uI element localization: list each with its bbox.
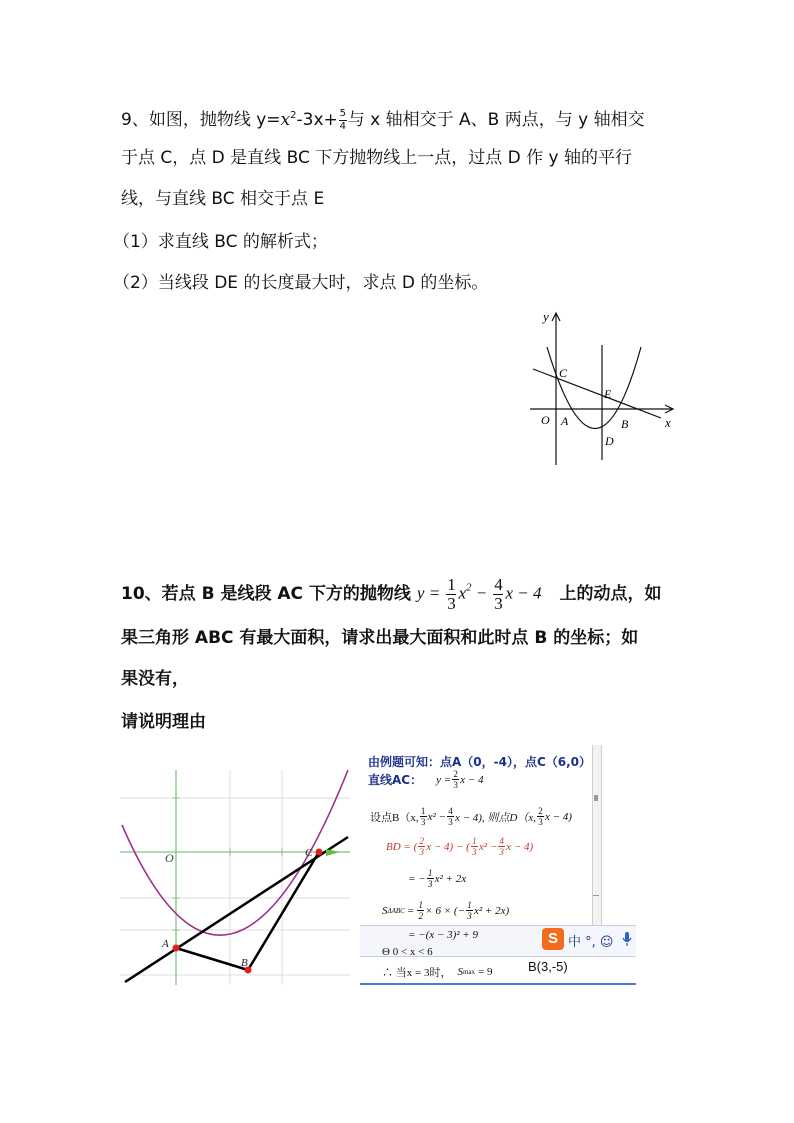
q9-frac-den: 4 xyxy=(339,120,346,132)
q10-frac-2 xyxy=(493,576,503,613)
sol-l5-a: = − xyxy=(408,872,426,885)
sol-l6-fd: 2 xyxy=(418,911,424,921)
q10-equation xyxy=(417,576,542,613)
q9-part1: （1）求直线 BC 的解析式； xyxy=(113,232,328,252)
q10-f1-den: 3 xyxy=(447,593,456,613)
sol-l9-a: ∴ 当x = 3时， xyxy=(382,967,452,979)
q10-line1-b: 上的动点，如 xyxy=(559,584,662,604)
q10-eq-y: y = xyxy=(416,582,441,602)
sol-l4-b: x − 4) − ( xyxy=(426,840,470,853)
q9-label-d: D xyxy=(605,434,614,448)
sol-l3-fn: 1 xyxy=(420,806,426,816)
sol-l4-a: BD = ( xyxy=(386,840,418,853)
sol-bottom-border xyxy=(360,983,636,985)
q10-line3: 果没有， xyxy=(121,669,189,689)
sol-l4-fd2: 3 xyxy=(472,847,477,857)
sol-l6-d: x² + 2x) xyxy=(473,904,510,917)
q10-eq-rest: x − 4 xyxy=(505,582,542,602)
sol-l4-c: x² − xyxy=(478,840,498,853)
q9-fraction xyxy=(339,109,347,132)
sol-l4-frac3 xyxy=(498,836,505,857)
q9-line1 xyxy=(121,105,645,132)
sol-l9-sub: max xyxy=(462,968,476,976)
q9-line3: 线，与直线 BC 相交于点 E xyxy=(121,189,325,209)
q9-part2: （2）当线段 DE 的长度最大时，求点 D 的坐标。 xyxy=(113,273,489,293)
solution-scrollbar[interactable] xyxy=(592,745,602,925)
sol-l4-frac1 xyxy=(418,836,425,857)
sol-l4-d: x − 4) xyxy=(506,840,534,853)
q9-var-x: x xyxy=(280,110,291,130)
solution-scroll-mark xyxy=(593,895,599,896)
sol-l6-fd2: 3 xyxy=(467,911,472,921)
q9-label-y: y xyxy=(543,309,549,324)
q9-line2: 于点 C，点 D 是直线 BC 下方抛物线上一点，过点 D 作 y 轴的平行 xyxy=(121,148,632,168)
sol-l4-fn: 2 xyxy=(419,836,424,846)
q9-line1-b: -3x+ xyxy=(296,110,338,130)
sol-line3 xyxy=(370,806,572,827)
sol-l6-b: = xyxy=(406,904,415,917)
sol-l6-c: × 6 × (− xyxy=(425,904,465,917)
sol-l3-frac3 xyxy=(537,806,544,827)
q10-f2-den: 3 xyxy=(494,593,503,613)
sol-line2-eq-a: y = xyxy=(436,773,452,786)
sol-l6-sub: ΔABC xyxy=(387,906,405,915)
sol-l6-fn2: 1 xyxy=(467,900,472,910)
sol-l3-a: 设点B（x, xyxy=(370,811,419,824)
sol-line2-eq-b: x − 4 xyxy=(460,773,484,786)
sol-line8: Θ 0 < x < 6 xyxy=(382,946,433,958)
q10-graph xyxy=(120,770,350,985)
ime-status[interactable]: 中 °, ☺ xyxy=(568,935,614,950)
sol-line2-label: 直线AC： xyxy=(368,773,423,787)
sol-l5-frac xyxy=(427,868,434,889)
sol-l6-frac2 xyxy=(466,900,473,921)
sol-l3-fd: 3 xyxy=(420,817,426,827)
sol-l3-c: x − 4), 则点D（x, xyxy=(454,811,536,824)
sol-l9-c: = 9 xyxy=(478,966,493,978)
q10-f1-num: 1 xyxy=(447,574,456,594)
q9-line1-c: 与 x 轴相交于 A、B 两点，与 y 轴相交 xyxy=(347,110,645,130)
q9-label-a: A xyxy=(561,414,569,428)
sol-l4-frac2 xyxy=(471,836,478,857)
sol-l6-frac1 xyxy=(417,900,424,921)
sol-line2 xyxy=(368,769,483,790)
q9-line1-a: 9、如图，抛物线 y= xyxy=(121,110,281,130)
q9-label-x: x xyxy=(665,415,671,430)
sol-l6-a: S xyxy=(382,904,388,917)
sol-l9-b: S xyxy=(457,966,463,978)
sol-l4-fd3: 3 xyxy=(499,847,504,857)
sol-l3-fn2: 4 xyxy=(448,806,453,816)
solution-scroll-thumb[interactable] xyxy=(594,795,598,801)
sol-l3-fd3: 3 xyxy=(538,817,543,827)
q10-label-b: B xyxy=(241,957,248,969)
sol-l5-b: x² + 2x xyxy=(434,872,467,885)
q9-label-c: C xyxy=(559,366,568,380)
sol-l2-fd: 3 xyxy=(453,780,458,790)
q10-f2-num: 4 xyxy=(494,574,503,594)
sol-line9 xyxy=(382,964,493,980)
sol-line7: = −(x − 3)² + 9 xyxy=(408,929,478,941)
ime-logo-icon[interactable]: S xyxy=(542,928,564,950)
q10-line1-a: 10、若点 B 是线段 AC 下方的抛物线 xyxy=(121,584,411,604)
sol-line5 xyxy=(408,868,466,889)
q10-line1 xyxy=(121,574,662,614)
sol-line1: 由例题可知：点A（0，-4），点C（6,0） xyxy=(368,755,592,769)
q10-label-a: A xyxy=(162,938,169,950)
sol-l5-fn: 1 xyxy=(427,868,433,878)
q10-eq-minus: − xyxy=(475,582,488,602)
sol-l6-fn: 1 xyxy=(418,900,424,910)
sol-l3-frac2 xyxy=(447,806,454,827)
solution-panel xyxy=(360,745,636,985)
q10-frac-1 xyxy=(446,576,456,613)
sol-l3-frac1 xyxy=(420,806,427,827)
microphone-icon[interactable] xyxy=(622,931,632,947)
sol-line2-frac xyxy=(452,769,459,790)
sol-l3-d: x − 4) xyxy=(545,810,572,823)
q10-label-o: O xyxy=(165,851,174,865)
q9-figure xyxy=(525,305,680,470)
sol-l3-b: x² − xyxy=(427,810,446,823)
sol-line6 xyxy=(382,900,509,921)
q10-line4: 请说明理由 xyxy=(121,712,206,732)
q10-point-c xyxy=(316,849,323,856)
q9-label-o: O xyxy=(541,413,550,427)
sol-l5-fd: 3 xyxy=(427,879,433,889)
q10-label-c: C xyxy=(305,847,313,859)
q9-exponent: 2 xyxy=(290,110,297,121)
q9-label-e: E xyxy=(604,387,612,401)
sol-answer: B(3,-5) xyxy=(528,959,568,974)
q10-eq-x: x xyxy=(458,582,466,602)
q10-point-a xyxy=(173,945,180,952)
sol-line4 xyxy=(386,836,533,857)
q9-frac-num: 5 xyxy=(339,107,346,119)
sol-l3-fn3: 2 xyxy=(538,806,543,816)
sol-l4-fd: 3 xyxy=(419,847,424,857)
q9-label-b: B xyxy=(621,417,629,431)
sol-l2-fn: 2 xyxy=(453,769,458,779)
sol-l3-fd2: 3 xyxy=(448,817,453,827)
q10-line2: 果三角形 ABC 有最大面积，请求出最大面积和此时点 B 的坐标；如 xyxy=(121,628,639,648)
sol-l4-fn3: 4 xyxy=(499,836,504,846)
q9-line-bc xyxy=(533,369,661,418)
sol-l4-fn2: 1 xyxy=(472,836,477,846)
q10-eq-sup: 2 xyxy=(466,580,472,593)
